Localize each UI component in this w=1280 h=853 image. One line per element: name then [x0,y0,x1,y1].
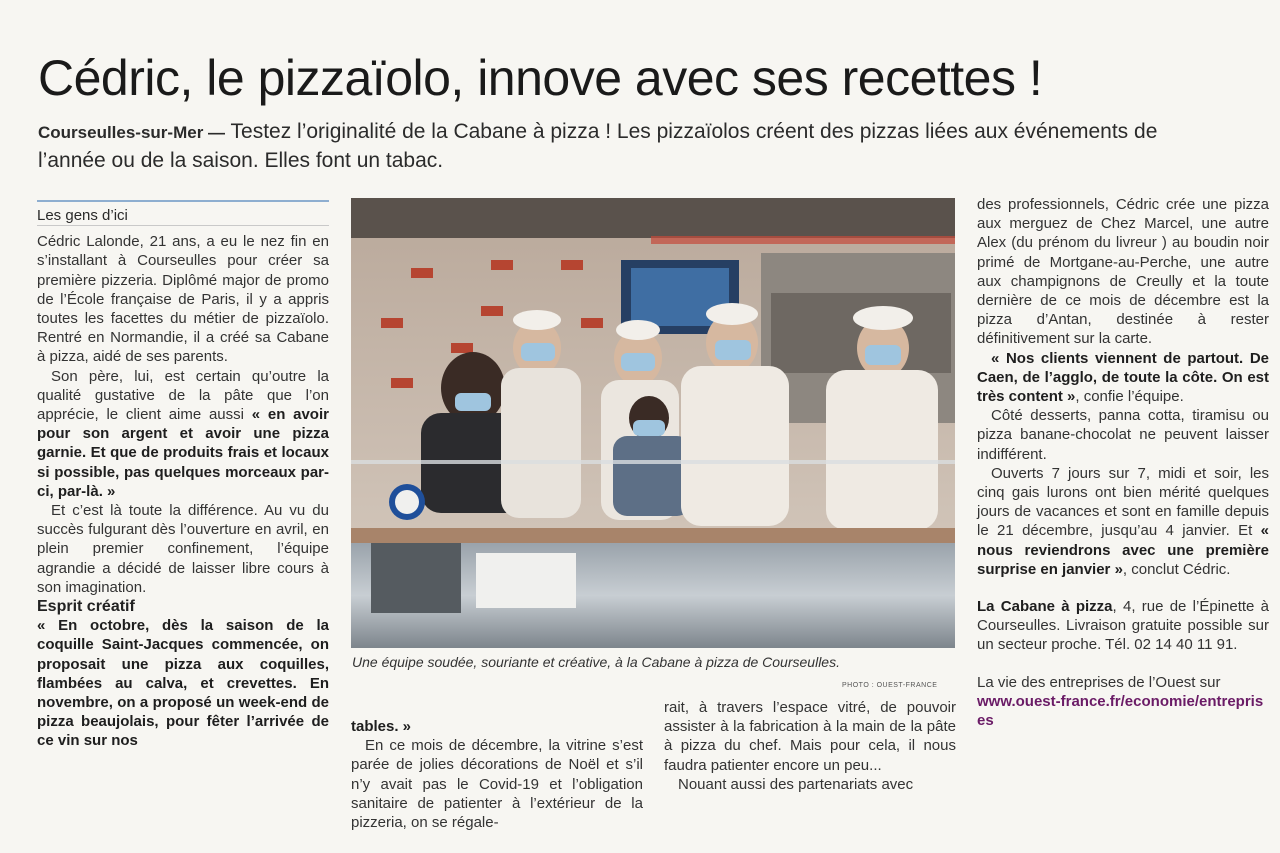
paragraph-text: , conclut Cédric. [1122,560,1231,578]
rubric-label: Les gens d’ici [37,207,128,224]
paragraph: En ce mois de décembre, la vitrine s’est parée de jolies décorations de Noël et s’il n’y avait pas le Covid-19 et l’obligation sanitaire de patienter à l’extérieur de la pizzeria, on se régale- [351,737,643,832]
article-headline: Cédric, le pizzaïolo, innove avec ses recettes ! [38,50,1043,106]
photo-credit: PHOTO : OUEST-FRANCE [842,682,938,689]
paragraph [37,367,329,501]
rubric-rule [37,200,329,202]
article-lead [38,118,1218,175]
paragraph [977,464,1269,579]
info-block [977,597,1269,655]
promo-link[interactable] [977,692,1269,730]
paragraph-text: Ouverts 7 jours sur 7, midi et soir, les cinq gais lurons ont bien mérité quelques jours de vacances et sont en famille depuis le 21 décembre, jusqu’au 4 janvier. Et [977,464,1269,540]
column-1 [37,200,329,751]
photo-caption: Une équipe soudée, souriante et créative, à la Cabane à pizza de Courseulles. [352,654,840,670]
quote-bold: « nous reviendrons avec une première surprise en janvier » [977,522,1269,578]
business-name: La Cabane à pizza [977,598,1113,616]
column-4 [977,195,1269,730]
team-photo [351,198,955,648]
rubric-rule-bottom [37,225,329,226]
paragraph-text: Son père, lui, est certain qu’outre la qualité gustative de la pâte que l’on apprécie, le client aime aussi [37,367,329,424]
quote-bold: « Nos clients viennent de partout. De Caen, de l’agglo, de toute la côte. On est très content » [977,349,1269,406]
paragraph: Cédric Lalonde, 21 ans, a eu le nez fin en s’installant à Courseulles pour créer sa première pizzeria. Diplômé major de promo de l’École française de Paris, il y a appris toutes les facettes du métier de pizzaïolo. Rentré en Normandie, il a créé sa Cabane à pizza, aidé de ses parents. [37,233,329,366]
paragraph: rait, à travers l’espace vitré, de pouvoir assister à la fabrication à la main de la pâte à pizza du chef. Mais pour cela, il nous faudra patienter encore un peu... [664,699,956,774]
quote-bold: « en avoir pour son argent et avoir une pizza garnie. Et que de produits frais et locaux si possible, pas quelques morceaux par-ci, par-là. » [37,406,329,500]
subheading: Esprit créatif [37,598,135,616]
column-2 [351,717,643,832]
paragraph: Côté desserts, panna cotta, tiramisu ou pizza banane-chocolat ne peuvent laisser indifférent. [977,407,1269,463]
paragraph-text: , confie l’équipe. [1075,388,1184,406]
quote-paragraph: « En octobre, dès la saison de la coquille Saint-Jacques commencée, on proposait une pizza aux coquilles, flambées au calva, et crevettes. En novembre, on a proposé un week-end de pizza beaujolais, pour fêter l’arrivée de ce vin sur nos [37,617,329,750]
website-link[interactable]: www.ouest-france.fr/economie/entreprises [977,692,1264,730]
photo-illustration [351,198,955,648]
paragraph: des professionnels, Cédric crée une pizza aux merguez de Chez Marcel, une autre Alex (du prénom du livreur ) au boudin noir primé de Mortgane-au-Perche, une autre aux champignons de Creully et la toute dernière de ce mois de décembre est la pizza d’Antan, destinée à rester définitivement sur la carte. [977,196,1269,348]
quote-end: tables. » [351,718,412,735]
paragraph: Nouant aussi des partenariats avec [678,775,914,793]
dateline: Courseulles-sur-Mer — [38,123,226,142]
paragraph [977,349,1269,407]
promo-text: La vie des entreprises de l’Ouest sur [977,673,1221,691]
paragraph: Et c’est là toute la différence. Au vu du succès fulgurant dès l’ouverture en avril, en plein premier confinement, l’équipe agrandie a décidé de laisser libre cours à son imagination. [37,502,329,596]
column-3 [664,698,956,794]
info-text: , 4, rue de l’Épinette à Courseulles. Livraison gratuite possible sur un secteur proche. Tél. 02 14 40 11 91. [977,598,1269,654]
lead-text: Testez l’originalité de la Cabane à pizza ! Les pizzaïolos créent des pizzas liées aux événements de l’année ou de la saison. Elles font un tabac. [38,120,1158,172]
